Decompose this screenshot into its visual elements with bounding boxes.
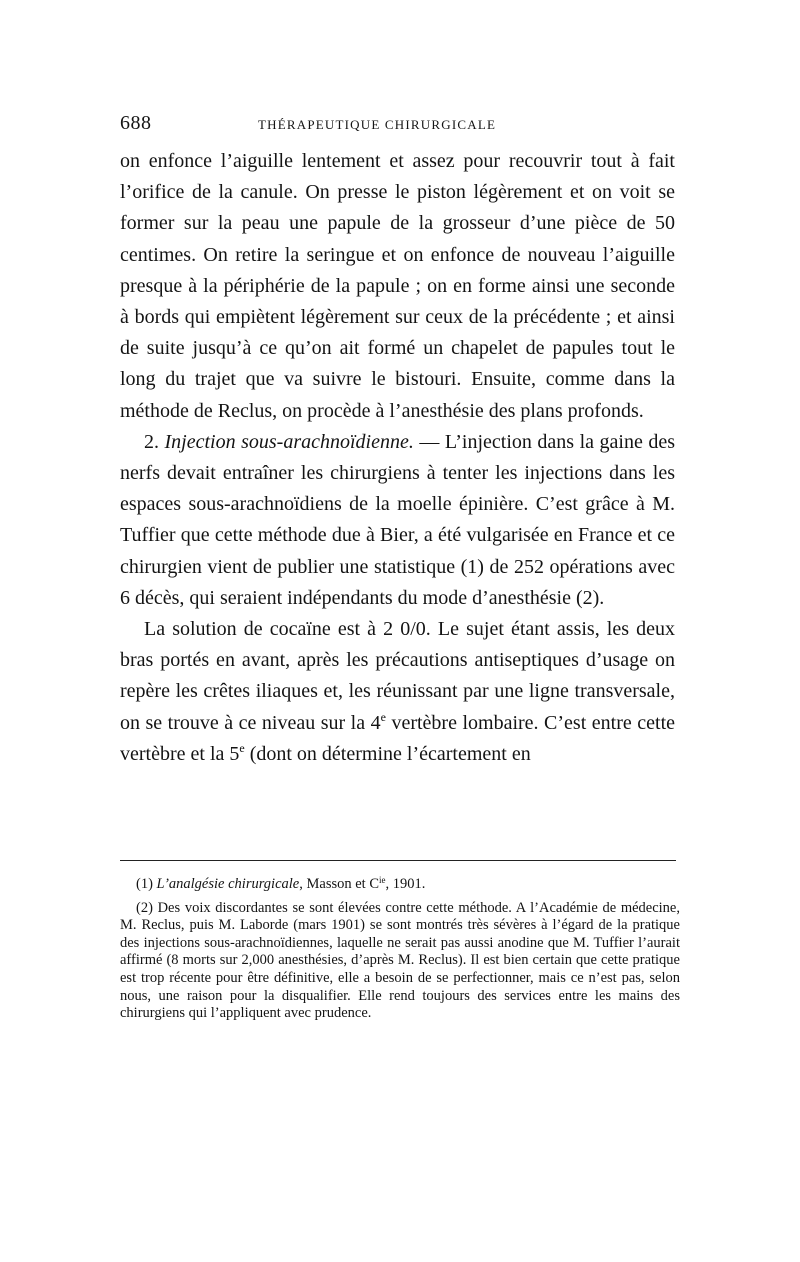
paragraph-3-text-b: vertèbre lombaire. C’est entre cette vertèbre et la 5 (120, 711, 676, 765)
footnote-1 (120, 876, 680, 894)
paragraph-2 (120, 427, 675, 614)
paragraph-3 (120, 614, 675, 770)
paragraph-2-text: — L’injection dans la gaine des nerfs devait entraîner les chirurgiens à tenter les injections dans les espaces sous-arachnoïdiens de la moelle épinière. C’est grâce à M. Tuffier que cette méthode due à Bier, a été vulgarisée en France et ce chirurgien vient de publier une statistique (1) de 252 opérations avec 6 décès, qui seraient indépendants du mode d’anesthésie (2). (120, 430, 676, 609)
footnote-2: (2) Des voix discordantes se sont élevées contre cette méthode. A l’Académie de médecine, M. Reclus, puis M. Laborde (mars 1901) se sont montrés très sévères à l’égard de la pratique des injections sous-arachnoïdiennes, laquelle ne serait pas aussi anodine que M. Tuffier l’aurait affirmé (8 morts sur 2,000 anesthésies, d’après M. Reclus). Il est bien certain que cette pratique est trop récente pour être définitive, elle a besoin de se perfectionner, mais ce n’est pas, selon nous, une raison pour la disqualifier. Elle rend toujours des services entre les mains des chirurgiens qui l’appliquent avec prudence. (120, 899, 680, 1022)
page-number: 688 (120, 112, 152, 134)
superscript-e: e (380, 709, 386, 724)
section-heading: Injection sous-arachnoïdienne. (164, 430, 414, 453)
paragraph-3-text-c: (dont on détermine l’écartement en (244, 742, 531, 765)
footnote-divider (120, 860, 676, 861)
footnotes (120, 876, 680, 1029)
paragraph-1: on enfonce l’aiguille lentement et assez pour recouvrir tout à fait l’orifice de la canule. On presse le piston légèrement et on voit se former sur la peau une papule de la grosseur d’une pièce de 50 centimes. On retire la seringue et on enfonce de nouveau l’aiguille presque à la périphérie de la papule ; on en forme ainsi une seconde à bords qui empiètent légèrement sur ceux de la précédente ; et ainsi de suite jusqu’à ce qu’on ait formé un chapelet de papules tout le long du trajet que va suivre le bistouri. Ensuite, comme dans la méthode de Reclus, on procède à l’anesthésie des plans profonds. (120, 150, 675, 422)
footnote-1-superscript: ie (379, 875, 386, 885)
running-title: THÉRAPEUTIQUE CHIRURGICALE (258, 117, 497, 132)
footnote-1-year: , 1901. (385, 876, 426, 892)
superscript-e: e (239, 740, 245, 755)
paragraph-3-text-a: La solution de cocaïne est à 2 0/0. Le sujet étant assis, les deux bras portés en avant, après les précautions antiseptiques d’usage on repère les crêtes iliaques et, les réunissant par une ligne transversale, on se trouve à ce niveau sur la 4 (120, 618, 675, 734)
page-header (120, 112, 680, 142)
footnote-1-publisher: , Masson et C (299, 876, 379, 892)
main-text (120, 146, 675, 770)
footnote-1-number: (1) (136, 876, 157, 892)
footnote-1-title: L’analgésie chirurgicale (156, 876, 300, 892)
section-number: 2. (144, 430, 159, 453)
